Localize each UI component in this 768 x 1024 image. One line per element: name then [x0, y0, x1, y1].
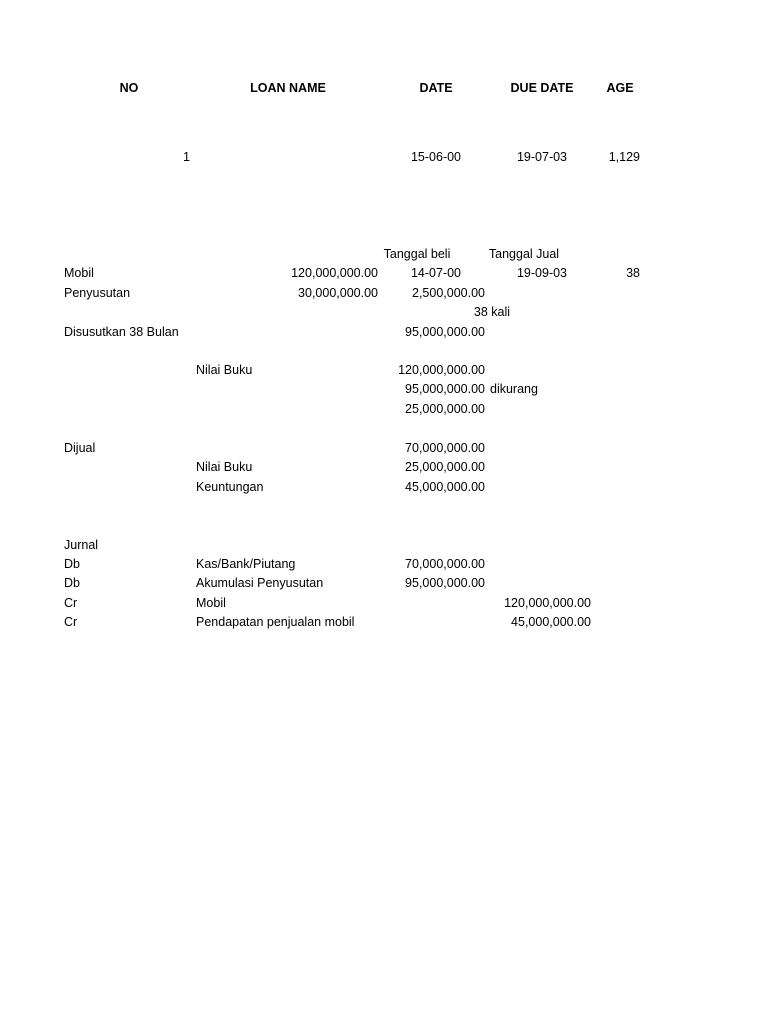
disusutkan-value: 95,000,000.00: [405, 325, 485, 339]
penyusutan-monthly: 2,500,000.00: [412, 286, 485, 300]
penyusutan-total: 30,000,000.00: [298, 286, 378, 300]
journal-entry-debit: 95,000,000.00: [405, 576, 485, 590]
header-due-date: DUE DATE: [510, 81, 574, 95]
journal-entry-type: Cr: [64, 615, 78, 629]
mobil-sell-date: 19-09-03: [516, 266, 568, 280]
table-row-due-date: 19-07-03: [516, 150, 568, 164]
penyusutan-label: Penyusutan: [64, 286, 131, 300]
nilai-buku-label: Nilai Buku: [196, 363, 253, 377]
journal-title: Jurnal: [64, 538, 99, 552]
table-row-no: 1: [183, 150, 190, 164]
journal-entry-type: Cr: [64, 596, 78, 610]
journal-entry-type: Db: [64, 557, 80, 571]
nilai-buku-less: 95,000,000.00: [405, 382, 485, 396]
sale-nilai-buku-value: 25,000,000.00: [405, 460, 485, 474]
journal-entry-credit: 45,000,000.00: [511, 615, 591, 629]
journal-entry-account: Kas/Bank/Piutang: [196, 557, 296, 571]
disusutkan-label: Disusutkan 38 Bulan: [64, 325, 179, 339]
dikurang-note: dikurang: [490, 382, 538, 396]
header-age: AGE: [606, 81, 634, 95]
mobil-price: 120,000,000.00: [291, 266, 378, 280]
journal-entry-account: Pendapatan penjualan mobil: [196, 615, 355, 629]
journal-entry-credit: 120,000,000.00: [504, 596, 591, 610]
times-label: 38 kali: [473, 305, 511, 319]
tanggal-beli-label: Tanggal beli: [383, 247, 451, 261]
mobil-label: Mobil: [64, 266, 94, 280]
keuntungan-label: Keuntungan: [196, 480, 264, 494]
journal-entry-account: Akumulasi Penyusutan: [196, 576, 324, 590]
header-date: DATE: [419, 81, 453, 95]
journal-entry-account: Mobil: [196, 596, 226, 610]
header-loan-name: LOAN NAME: [250, 81, 326, 95]
mobil-buy-date: 14-07-00: [410, 266, 462, 280]
sale-nilai-buku-label: Nilai Buku: [196, 460, 253, 474]
months-count: 38: [626, 266, 640, 280]
journal-entry-debit: 70,000,000.00: [405, 557, 485, 571]
dijual-value: 70,000,000.00: [405, 441, 485, 455]
keuntungan-value: 45,000,000.00: [405, 480, 485, 494]
dijual-label: Dijual: [64, 441, 96, 455]
nilai-buku-net: 25,000,000.00: [405, 402, 485, 416]
table-row-age: 1,129: [608, 150, 640, 164]
tanggal-jual-label: Tanggal Jual: [488, 247, 560, 261]
journal-entry-type: Db: [64, 576, 80, 590]
nilai-buku-gross: 120,000,000.00: [398, 363, 485, 377]
table-row-date: 15-06-00: [410, 150, 462, 164]
header-no: NO: [119, 81, 139, 95]
